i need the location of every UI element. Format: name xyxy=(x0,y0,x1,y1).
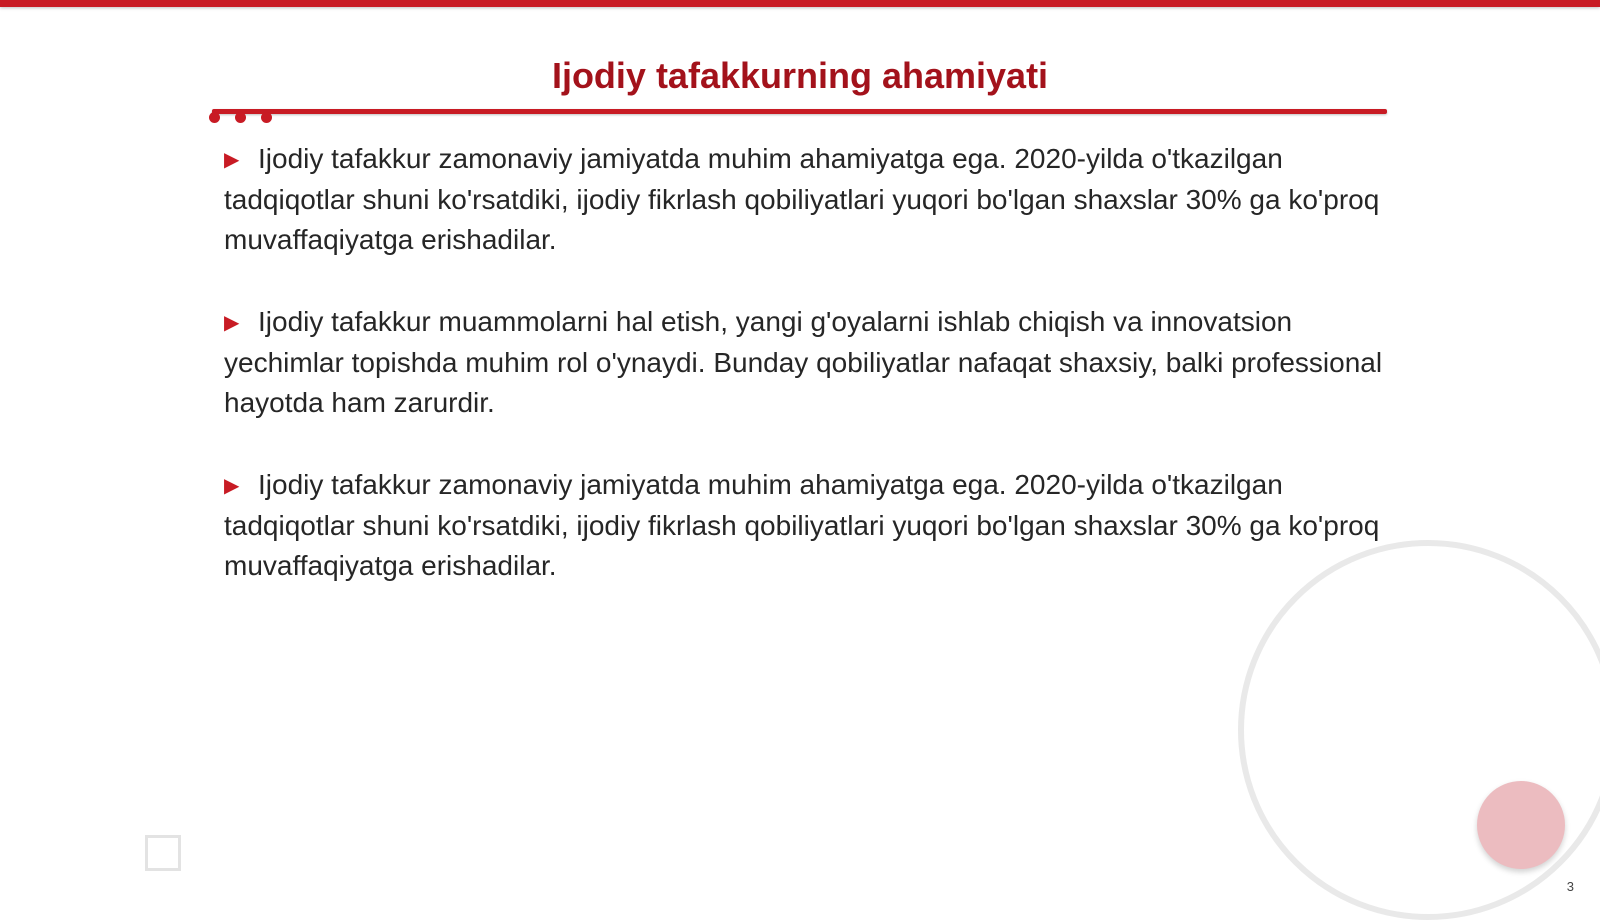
decorative-circle xyxy=(1477,781,1565,869)
bullet-text: Ijodiy tafakkur zamonaviy jamiyatda muhim ahamiyatga ega. 2020-yilda o'tkazilgan tadqiqotlar shuni ko'rsatdiki, ijodiy fikrlash qobiliyatlari yuqori bo'lgan shaxslar 30% ga ko'proq muvaffaqiyatga erishadilar. xyxy=(224,469,1380,581)
decorative-ring xyxy=(1238,540,1600,920)
top-accent-bar xyxy=(0,0,1600,7)
page-number: 3 xyxy=(1566,879,1574,894)
triangle-bullet-icon: ▶ xyxy=(224,149,240,171)
title-underline xyxy=(212,109,1387,114)
triangle-bullet-icon: ▶ xyxy=(224,312,240,334)
decorative-dot xyxy=(235,112,246,123)
decorative-dot xyxy=(209,112,220,123)
bullet-text: Ijodiy tafakkur muammolarni hal etish, yangi g'oyalarni ishlab chiqish va innovatsion yechimlar topishda muhim rol o'ynaydi. Bunday qobiliyatlar nafaqat shaxsiy, balki professional hayotda ham zarurdir. xyxy=(224,306,1383,418)
decorative-square xyxy=(145,835,181,871)
slide-title: Ijodiy tafakkurning ahamiyati xyxy=(551,55,1049,96)
bullet-item xyxy=(224,465,1384,586)
triangle-bullet-icon: ▶ xyxy=(224,475,240,497)
decorative-dot xyxy=(261,112,272,123)
bullet-list xyxy=(224,139,1384,628)
bullet-text: Ijodiy tafakkur zamonaviy jamiyatda muhim ahamiyatga ega. 2020-yilda o'tkazilgan tadqiqotlar shuni ko'rsatdiki, ijodiy fikrlash qobiliyatlari yuqori bo'lgan shaxslar 30% ga ko'proq muvaffaqiyatga erishadilar. xyxy=(224,143,1380,255)
bullet-item xyxy=(224,302,1384,423)
bullet-item xyxy=(224,139,1384,260)
